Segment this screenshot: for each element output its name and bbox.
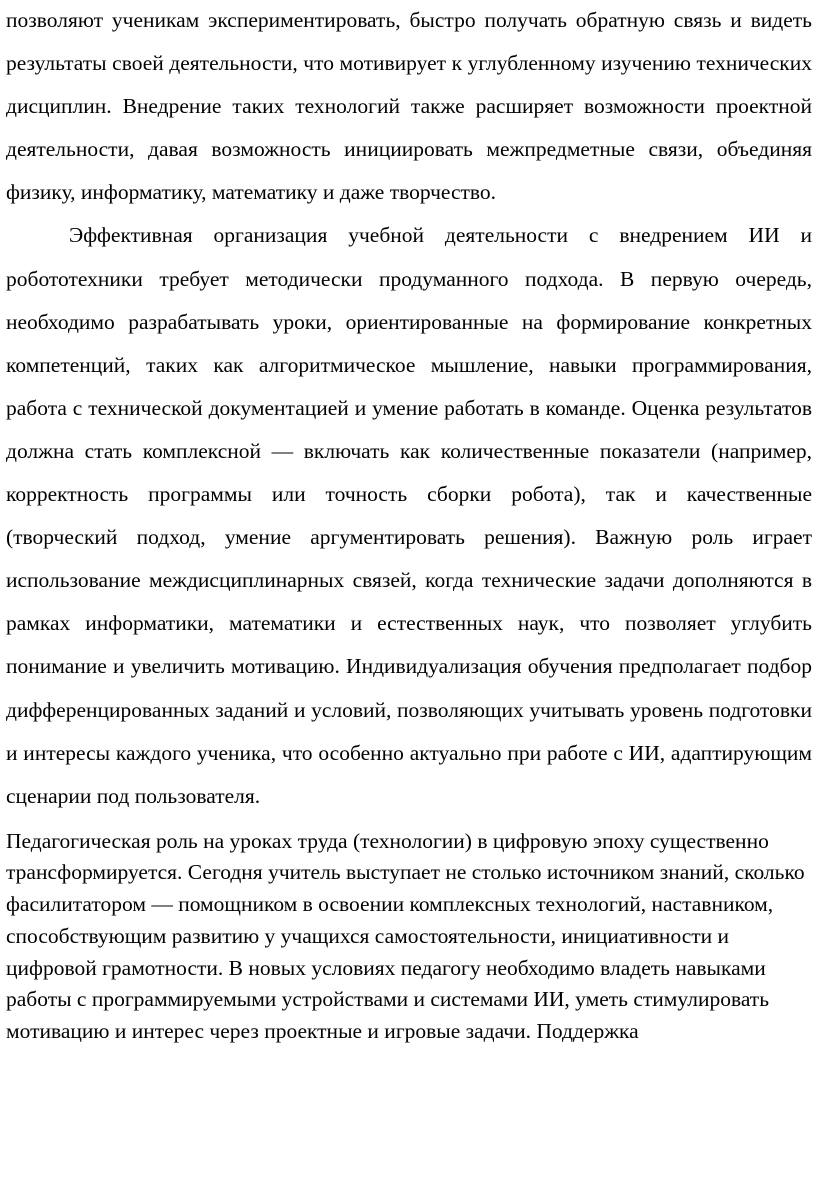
paragraph-teacher-role: Педагогическая роль на уроках труда (технологии) в цифровую эпоху существенно трансформируется. Сегодня учитель выступает не столько источником знаний, сколько фасилитатором — помощником в освоении комплексных технологий, наставником, способствующим развитию у учащихся самостоятельности, инициативности и цифровой грамотности. В новых условиях педагогу необходимо владеть навыками работы с программируемыми устройствами и системами ИИ, уметь стимулировать мотивацию и интерес через проектные и игровые задачи. Поддержка [6, 828, 805, 1043]
paragraph-continuation: позволяют ученикам экспериментировать, быстро получать обратную связь и видеть результаты своей деятельности, что мотивирует к углубленному изучению технических дисциплин. Внедрение таких технологий также расширяет возможности проектной деятельности, давая возможность инициировать межпредметные связи, объединяя физику, информатику, математику и даже творчество. [6, 8, 812, 205]
paragraph-learning-organization: Эффективная организация учебной деятельности с внедрением ИИ и робототехники требует методически продуманного подхода. В первую очередь, необходимо разрабатывать уроки, ориентированные на формирование конкретных компетенций, таких как алгоритмическое мышление, навыки программирования, работа с технической документацией и умение работать в команде. Оценка результатов должна стать комплексной — включать как количественные показатели (например, корректность программы или точность сборки робота), так и качественные (творческий подход, умение аргументировать решения). Важную роль играет использование междисциплинарных связей, когда технические задачи дополняются в рамках информатики, математики и естественных наук, что позволяет углубить понимание и увеличить мотивацию. Индивидуализация обучения предполагает подбор дифференцированных заданий и условий, позволяющих учитывать уровень подготовки и интересы каждого ученика, что особенно актуально при работе с ИИ, адаптирующим сценарии под пользователя. [6, 223, 812, 808]
document-page [6, 0, 812, 1048]
